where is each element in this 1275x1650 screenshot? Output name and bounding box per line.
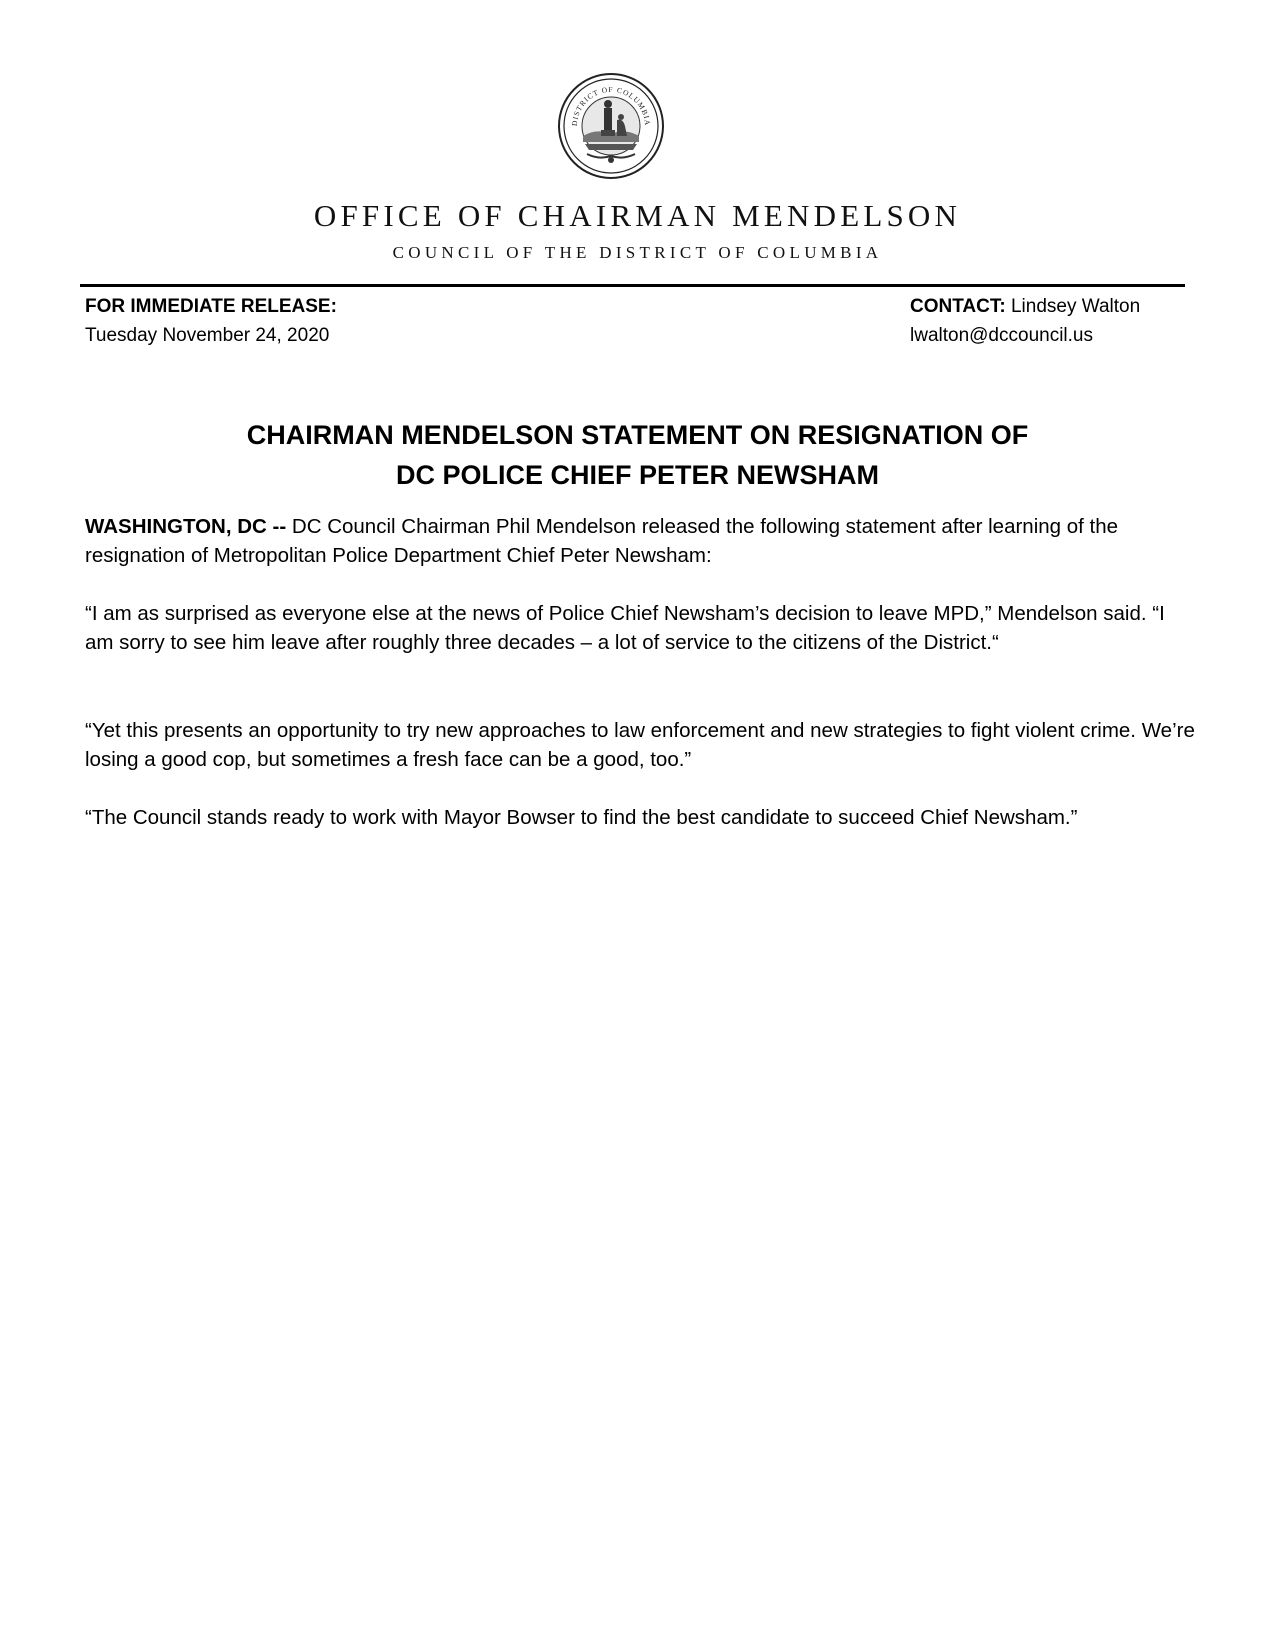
release-label: FOR IMMEDIATE RELEASE:	[85, 296, 337, 317]
headline-line-1: CHAIRMAN MENDELSON STATEMENT ON RESIGNATION OF	[246, 420, 1029, 450]
office-subtitle: COUNCIL OF THE DISTRICT OF COLUMBIA	[392, 243, 883, 262]
contact-label: CONTACT:	[910, 296, 1006, 317]
svg-text:DISTRICT OF COLUMBIA: DISTRICT OF COLUMBIA	[569, 84, 653, 127]
headline	[0, 415, 1275, 495]
quote-paragraph-2	[85, 716, 1195, 774]
dateline: WASHINGTON, DC --	[85, 515, 287, 538]
contact-info	[910, 292, 1140, 350]
office-title: OFFICE OF CHAIRMAN MENDELSON	[313, 198, 962, 233]
header-divider	[80, 284, 1185, 287]
district-of-columbia-seal-icon	[557, 72, 665, 180]
intro-paragraph	[85, 512, 1195, 570]
quote-2: “Yet this presents an opportunity to try new approaches to law enforcement and new strategies to fight violent crime. We’re losing a good cop, but sometimes a fresh face can be a good, too.”	[85, 719, 1195, 771]
headline-line-2: DC POLICE CHIEF PETER NEWSHAM	[395, 460, 880, 490]
contact-email[interactable]: lwalton@dccouncil.us	[910, 325, 1093, 346]
release-date: Tuesday November 24, 2020	[85, 325, 330, 346]
quote-3: “The Council stands ready to work with Mayor Bowser to find the best candidate to succeed Chief Newsham.”	[85, 806, 1078, 829]
intro-text: DC Council Chairman Phil Mendelson released the following statement after learning of the resignation of Metropolitan Police Department Chief Peter Newsham:	[85, 515, 1119, 567]
quote-paragraph-1	[85, 599, 1195, 657]
release-info	[85, 292, 337, 350]
contact-name: Lindsey Walton	[1005, 296, 1141, 317]
contact-line	[910, 292, 1140, 321]
quote-1: “I am as surprised as everyone else at the news of Police Chief Newsham’s decision to leave MPD,” Mendelson said. “I am sorry to see him leave after roughly three decades – a lot of service to the citizens of the District.“	[85, 602, 1165, 654]
quote-paragraph-3	[85, 803, 1195, 832]
